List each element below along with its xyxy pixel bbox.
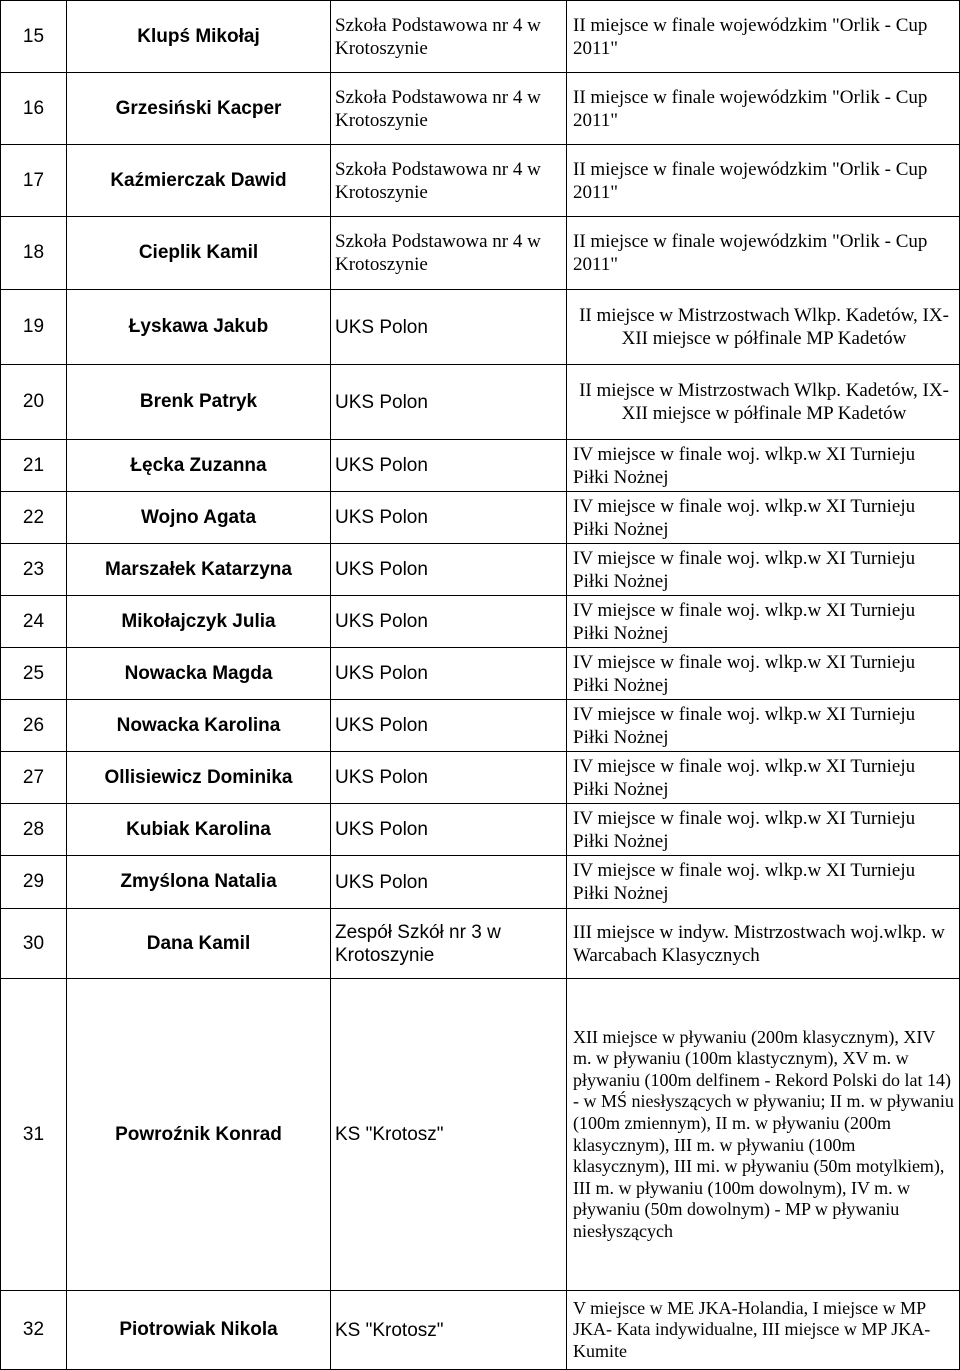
achievement: II miejsce w finale wojewódzkim "Orlik - Cup 2011" (567, 73, 960, 145)
table-row (1, 440, 960, 492)
school-name: UKS Polon (331, 700, 567, 752)
student-name: Ollisiewicz Dominika (67, 752, 331, 804)
student-name: Dana Kamil (67, 909, 331, 979)
row-number: 23 (1, 544, 67, 596)
row-number: 25 (1, 648, 67, 700)
school-name: UKS Polon (331, 752, 567, 804)
achievement: IV miejsce w finale woj. wlkp.w XI Turnieju Piłki Nożnej (567, 804, 960, 856)
table-row (1, 700, 960, 752)
student-name: Powroźnik Konrad (67, 979, 331, 1291)
student-name: Kubiak Karolina (67, 804, 331, 856)
table-row (1, 648, 960, 700)
school-name: UKS Polon (331, 856, 567, 909)
student-name: Brenk Patryk (67, 365, 331, 440)
school-name: UKS Polon (331, 290, 567, 365)
achievement: V miejsce w ME JKA-Holandia, I miejsce w MP JKA- Kata indywidualne, III miejsce w MP JKA- Kumite (567, 1291, 960, 1370)
school-name: Szkoła Podstawowa nr 4 w Krotoszynie (331, 1, 567, 73)
table-row (1, 290, 960, 365)
row-number: 20 (1, 365, 67, 440)
achievement: II miejsce w finale wojewódzkim "Orlik - Cup 2011" (567, 1, 960, 73)
achievement: II miejsce w Mistrzostwach Wlkp. Kadetów, IX-XII miejsce w półfinale MP Kadetów (567, 290, 960, 365)
table-row (1, 909, 960, 979)
table-row (1, 752, 960, 804)
school-name: UKS Polon (331, 596, 567, 648)
achievement: III miejsce w indyw. Mistrzostwach woj.wlkp. w Warcabach Klasycznych (567, 909, 960, 979)
row-number: 29 (1, 856, 67, 909)
achievement: IV miejsce w finale woj. wlkp.w XI Turnieju Piłki Nożnej (567, 544, 960, 596)
student-name: Nowacka Karolina (67, 700, 331, 752)
achievement: XII miejsce w pływaniu (200m klasycznym), XIV m. w pływaniu (100m klastycznym), XV m. w pływaniu (100m delfinem - Rekord Polski do lat 14) - w MŚ niesłyszących w pływaniu; II m. w pływaniu (100m zmiennym), II m. w pływaniu (200m klasycznym), III m. w pływaniu (100m klasycznym), III mi. w pływaniu (50m motylkiem), III m. w pływaniu (100m dowolnym), IV m. w pływaniu (50m dowolnym) - MP w pływaniu niesłyszących (567, 979, 960, 1291)
school-name: Szkoła Podstawowa nr 4 w Krotoszynie (331, 145, 567, 217)
achievement: IV miejsce w finale woj. wlkp.w XI Turnieju Piłki Nożnej (567, 492, 960, 544)
row-number: 17 (1, 145, 67, 217)
table-row (1, 145, 960, 217)
table-row (1, 365, 960, 440)
achievement: II miejsce w Mistrzostwach Wlkp. Kadetów, IX-XII miejsce w półfinale MP Kadetów (567, 365, 960, 440)
student-name: Klupś Mikołaj (67, 1, 331, 73)
achievement: II miejsce w finale wojewódzkim "Orlik - Cup 2011" (567, 145, 960, 217)
student-name: Nowacka Magda (67, 648, 331, 700)
row-number: 26 (1, 700, 67, 752)
school-name: KS "Krotosz" (331, 979, 567, 1291)
table-row (1, 217, 960, 290)
row-number: 30 (1, 909, 67, 979)
school-name: UKS Polon (331, 492, 567, 544)
row-number: 16 (1, 73, 67, 145)
row-number: 15 (1, 1, 67, 73)
row-number: 22 (1, 492, 67, 544)
table-row (1, 1291, 960, 1370)
school-name: Zespół Szkół nr 3 w Krotoszynie (331, 909, 567, 979)
student-name: Kaźmierczak Dawid (67, 145, 331, 217)
table-row (1, 492, 960, 544)
student-name: Cieplik Kamil (67, 217, 331, 290)
school-name: UKS Polon (331, 804, 567, 856)
achievement: IV miejsce w finale woj. wlkp.w XI Turnieju Piłki Nożnej (567, 440, 960, 492)
table-row (1, 1, 960, 73)
school-name: Szkoła Podstawowa nr 4 w Krotoszynie (331, 217, 567, 290)
row-number: 21 (1, 440, 67, 492)
row-number: 19 (1, 290, 67, 365)
school-name: UKS Polon (331, 648, 567, 700)
table-row (1, 804, 960, 856)
school-name: Szkoła Podstawowa nr 4 w Krotoszynie (331, 73, 567, 145)
achievement: IV miejsce w finale woj. wlkp.w XI Turnieju Piłki Nożnej (567, 752, 960, 804)
table-row (1, 73, 960, 145)
achievement: IV miejsce w finale woj. wlkp.w XI Turnieju Piłki Nożnej (567, 856, 960, 909)
achievement: II miejsce w finale wojewódzkim "Orlik - Cup 2011" (567, 217, 960, 290)
student-name: Mikołajczyk Julia (67, 596, 331, 648)
school-name: UKS Polon (331, 365, 567, 440)
student-name: Grzesiński Kacper (67, 73, 331, 145)
table-row (1, 596, 960, 648)
student-name: Łęcka Zuzanna (67, 440, 331, 492)
table-row (1, 544, 960, 596)
row-number: 28 (1, 804, 67, 856)
school-name: UKS Polon (331, 440, 567, 492)
row-number: 31 (1, 979, 67, 1291)
school-name: UKS Polon (331, 544, 567, 596)
school-name: KS "Krotosz" (331, 1291, 567, 1370)
achievement: IV miejsce w finale woj. wlkp.w XI Turnieju Piłki Nożnej (567, 648, 960, 700)
row-number: 18 (1, 217, 67, 290)
student-name: Wojno Agata (67, 492, 331, 544)
row-number: 27 (1, 752, 67, 804)
row-number: 24 (1, 596, 67, 648)
achievement: IV miejsce w finale woj. wlkp.w XI Turnieju Piłki Nożnej (567, 700, 960, 752)
table-row (1, 979, 960, 1291)
student-name: Łyskawa Jakub (67, 290, 331, 365)
student-name: Piotrowiak Nikola (67, 1291, 331, 1370)
row-number: 32 (1, 1291, 67, 1370)
table-row (1, 856, 960, 909)
student-name: Marszałek Katarzyna (67, 544, 331, 596)
student-name: Zmyślona Natalia (67, 856, 331, 909)
achievement: IV miejsce w finale woj. wlkp.w XI Turnieju Piłki Nożnej (567, 596, 960, 648)
